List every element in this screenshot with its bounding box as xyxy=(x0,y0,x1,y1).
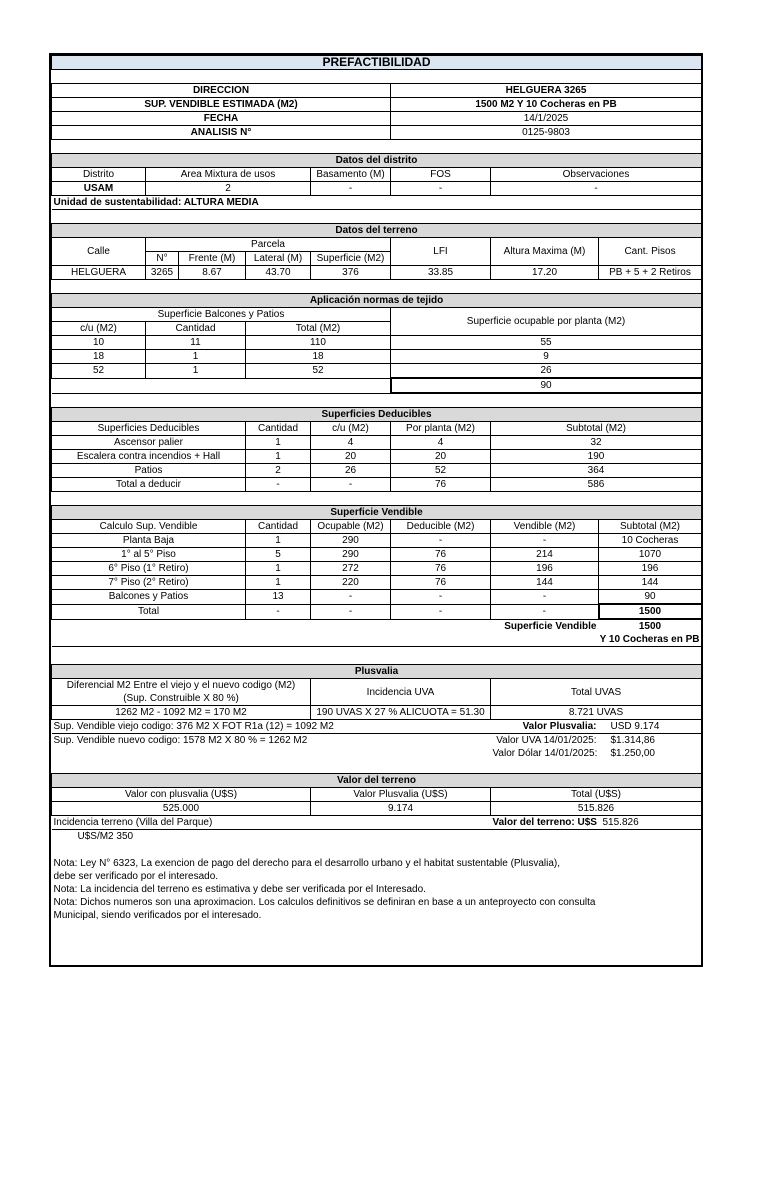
info-label: ANALISIS N° xyxy=(52,126,391,140)
vendible-row xyxy=(52,562,702,576)
cell: 4 xyxy=(311,436,391,450)
cell-frente: 8.67 xyxy=(202,267,222,278)
summary-value: 1500 xyxy=(638,621,662,632)
cell: 55 xyxy=(391,336,702,350)
report-table xyxy=(51,55,703,922)
blank xyxy=(52,619,491,633)
col-header: Altura Maxima (M) xyxy=(491,238,599,266)
subheader-frente: Frente (M) xyxy=(188,253,236,264)
distrito-row xyxy=(52,182,702,196)
col-header: Area Mixtura de usos xyxy=(146,168,311,182)
cell: - xyxy=(391,590,491,605)
cell: PB + 5 + 2 Retiros xyxy=(599,266,702,280)
cell: 1070 xyxy=(599,548,702,562)
tejido-row xyxy=(52,350,702,364)
col-subheader: Cantidad xyxy=(146,322,246,336)
total-ocupable: 90 xyxy=(391,378,702,393)
spacer xyxy=(52,140,702,154)
cell: 52 xyxy=(246,364,391,379)
incidencia-label: Incidencia terreno (Villa del Parque) xyxy=(52,816,391,830)
vendible-row xyxy=(52,604,702,619)
cell: - xyxy=(391,604,491,619)
vendible-summary xyxy=(52,619,702,633)
col-header: Valor con plusvalia (U$S) xyxy=(52,788,311,802)
cell: 18 xyxy=(52,350,146,364)
note-line: debe ser verificado por el interesado. xyxy=(53,871,219,882)
info-row xyxy=(52,84,702,98)
spacer xyxy=(52,280,702,294)
cell: 1 xyxy=(146,364,246,379)
cell: 1 xyxy=(246,534,311,548)
valor-terreno-label: Valor del terreno: U$S xyxy=(492,817,597,828)
valor-dolar-value: $1.250,00 xyxy=(610,748,655,759)
cell: Total a deducir xyxy=(52,478,246,492)
cell: HELGUERA xyxy=(52,266,146,280)
cell: - xyxy=(246,604,311,619)
blank xyxy=(52,378,391,393)
deducibles-row xyxy=(52,478,702,492)
cell: 220 xyxy=(311,576,391,590)
cell: - xyxy=(311,182,391,196)
col-header: Deducible (M2) xyxy=(391,520,491,534)
cell-numero: 3265 xyxy=(146,266,179,279)
cell: 18 xyxy=(246,350,391,364)
cell: Planta Baja xyxy=(52,534,246,548)
cell: - xyxy=(311,590,391,605)
cell: 5 xyxy=(246,548,311,562)
col-header: c/u (M2) xyxy=(311,422,391,436)
valor-header xyxy=(52,788,702,802)
cell: - xyxy=(491,590,599,605)
cell: Total xyxy=(52,604,246,619)
page-title: PREFACTIBILIDAD xyxy=(52,56,702,70)
spacer xyxy=(52,760,702,774)
cell: 32 xyxy=(491,436,702,450)
col-header: Cantidad xyxy=(246,520,311,534)
nuevo-codigo: Sup. Vendible nuevo codigo: 1578 M2 X 80 % = 1262 M2 xyxy=(53,735,308,746)
summary-cocheras: Y 10 Cocheras en PB xyxy=(599,634,700,645)
plusvalia-detail xyxy=(52,734,702,748)
info-row xyxy=(52,112,702,126)
vendible-row xyxy=(52,534,702,548)
col-subheader: Lateral (M) xyxy=(246,252,311,266)
col-header: Superficie ocupable por planta (M2) xyxy=(391,308,702,336)
section-distrito: Datos del distrito xyxy=(52,154,702,168)
col-header: Observaciones xyxy=(491,168,702,182)
info-value: 1500 M2 Y 10 Cocheras en PB xyxy=(391,98,702,112)
cell: 76 xyxy=(391,548,491,562)
prefactibilidad-sheet xyxy=(49,53,703,967)
cell: 10 xyxy=(52,336,146,350)
subheader-numero: N° xyxy=(146,252,179,265)
cell: 76 xyxy=(391,478,491,492)
cell: 11 xyxy=(146,336,246,350)
cell: 515.826 xyxy=(491,802,702,816)
cell: - xyxy=(391,534,491,548)
cell: 1 xyxy=(246,562,311,576)
cell: 52 xyxy=(52,364,146,379)
deducibles-row xyxy=(52,464,702,478)
col-subheader: Total (M2) xyxy=(246,322,391,336)
col-subheader: c/u (M2) xyxy=(52,322,146,336)
col-header: Incidencia UVA xyxy=(311,679,491,706)
cell: 8.721 UVAS xyxy=(491,706,702,720)
cell: Patios xyxy=(52,464,246,478)
deducibles-row xyxy=(52,436,702,450)
cell: 20 xyxy=(391,450,491,464)
cell: 110 xyxy=(246,336,391,350)
info-label: SUP. VENDIBLE ESTIMADA (M2) xyxy=(52,98,391,112)
valor-dolar-label: Valor Dólar 14/01/2025: xyxy=(492,748,598,759)
col-header: Basamento (M) xyxy=(311,168,391,182)
blank xyxy=(52,633,491,647)
cell: 4 xyxy=(391,436,491,450)
cell: 7° Piso (2° Retiro) xyxy=(52,576,246,590)
info-label: FECHA xyxy=(52,112,391,126)
usm2-value: U$S/M2 350 xyxy=(77,831,134,842)
cell: 1 xyxy=(246,576,311,590)
incidencia-row xyxy=(52,816,702,830)
col-header: Calculo Sup. Vendible xyxy=(52,520,246,534)
valor-uva-value: $1.314,86 xyxy=(610,735,655,746)
col-header: Cantidad xyxy=(246,422,311,436)
section-terreno: Datos del terreno xyxy=(52,224,702,238)
valor-terreno-value: 515.826 xyxy=(599,816,702,830)
cell: 9 xyxy=(391,350,702,364)
cell: 76 xyxy=(391,576,491,590)
spacer xyxy=(52,70,702,84)
col-header: Subtotal (M2) xyxy=(599,520,702,534)
cell: 144 xyxy=(599,576,702,590)
terreno-header xyxy=(52,238,702,252)
info-value: 0125-9803 xyxy=(391,126,702,140)
cell: 272 xyxy=(311,562,391,576)
col-header: Superficie Balcones y Patios xyxy=(52,308,391,322)
col-header: FOS xyxy=(391,168,491,182)
cell: - xyxy=(311,478,391,492)
cell: 2 xyxy=(146,182,311,196)
cell: 6° Piso (1° Retiro) xyxy=(52,562,246,576)
cell: 190 UVAS X 27 % ALICUOTA = 51.30 xyxy=(311,706,491,720)
cell: 290 xyxy=(311,548,391,562)
tejido-header xyxy=(52,308,702,322)
col-header: Por planta (M2) xyxy=(391,422,491,436)
col-header: Ocupable (M2) xyxy=(311,520,391,534)
cell: 1 xyxy=(146,350,246,364)
info-row xyxy=(52,98,702,112)
cell: 525.000 xyxy=(52,802,311,816)
cell: Balcones y Patios xyxy=(52,590,246,605)
note-line: Municipal, siendo verificados por el interesado. xyxy=(53,910,262,921)
cell: 1 xyxy=(246,450,311,464)
cell: 364 xyxy=(491,464,702,478)
cell: USAM xyxy=(52,182,146,196)
spacer xyxy=(52,647,702,665)
cell: - xyxy=(491,534,599,548)
col-header: Superficies Deducibles xyxy=(52,422,246,436)
info-label: DIRECCION xyxy=(52,84,391,98)
cell: 290 xyxy=(311,534,391,548)
col-header: Valor Plusvalia (U$S) xyxy=(311,788,491,802)
cell: 2 xyxy=(246,464,311,478)
distrito-header xyxy=(52,168,702,182)
deducibles-row xyxy=(52,450,702,464)
cell: - xyxy=(491,182,702,196)
cell: 1 xyxy=(246,436,311,450)
summary-label: Superficie Vendible xyxy=(504,620,597,632)
cell: 76 xyxy=(391,562,491,576)
cell: 190 xyxy=(491,450,702,464)
cell: 196 xyxy=(491,562,599,576)
section-deducibles: Superficies Deducibles xyxy=(52,408,702,422)
info-value: 14/1/2025 xyxy=(391,112,702,126)
valor-uva-label: Valor UVA 14/01/2025: xyxy=(496,735,597,746)
vendible-row xyxy=(52,548,702,562)
note-line: Nota: Ley N° 6323, La exencion de pago del derecho para el desarrollo urbano y el habitat sustentable (Plusvalia), xyxy=(53,858,561,869)
cell xyxy=(146,266,246,280)
deducibles-header xyxy=(52,422,702,436)
cell: 20 xyxy=(311,450,391,464)
note-line: Nota: La incidencia del terreno es estimativa y debe ser verificada por el Interesado. xyxy=(53,884,426,895)
section-plusvalia: Plusvalia xyxy=(52,665,702,679)
cell: 17.20 xyxy=(491,266,599,280)
cell: 1262 M2 - 1092 M2 = 170 M2 xyxy=(52,706,311,720)
note-line: Nota: Dichos numeros son una aproximacion. Los calculos definitivos se definiran en base a un anteproyecto con consulta xyxy=(53,897,596,908)
vendible-row xyxy=(52,576,702,590)
valor-row xyxy=(52,802,702,816)
section-vendible: Superficie Vendible xyxy=(52,506,702,520)
spacer xyxy=(52,843,702,857)
blank xyxy=(52,747,491,760)
header-line: (Sup. Construible X 80 %) xyxy=(123,693,239,704)
cell: 214 xyxy=(491,548,599,562)
cell: 33.85 xyxy=(391,266,491,280)
usm2-row xyxy=(52,830,702,844)
col-header: Total UVAS xyxy=(491,679,702,706)
cell: 1° al 5° Piso xyxy=(52,548,246,562)
cell: 196 xyxy=(599,562,702,576)
col-header: Total (U$S) xyxy=(491,788,702,802)
col-header: Subtotal (M2) xyxy=(491,422,702,436)
valor-plusvalia-value: USD 9.174 xyxy=(599,720,702,734)
plusvalia-detail xyxy=(52,747,702,760)
col-subheader: Superficie (M2) xyxy=(311,252,391,266)
cell: 144 xyxy=(491,576,599,590)
tejido-row xyxy=(52,336,702,350)
cell: - xyxy=(311,604,391,619)
vendible-row xyxy=(52,590,702,605)
cell: 13 xyxy=(246,590,311,605)
blank xyxy=(391,816,491,830)
plusvalia-detail xyxy=(52,720,702,734)
cell: - xyxy=(246,478,311,492)
cell: 586 xyxy=(491,478,702,492)
cell: 52 xyxy=(391,464,491,478)
info-row xyxy=(52,126,702,140)
cell: 1500 xyxy=(599,604,702,619)
cell: 26 xyxy=(311,464,391,478)
cell: 376 xyxy=(311,266,391,280)
section-valor-terreno: Valor del terreno xyxy=(52,774,702,788)
spacer xyxy=(52,492,702,506)
blank xyxy=(391,720,491,734)
blank xyxy=(391,734,491,748)
vendible-header xyxy=(52,520,702,534)
plusvalia-row xyxy=(52,706,702,720)
sustentabilidad-note: Unidad de sustentabilidad: ALTURA MEDIA xyxy=(52,196,702,210)
cell: Ascensor palier xyxy=(52,436,246,450)
valor-plusvalia-label: Valor Plusvalia: xyxy=(491,720,599,734)
vendible-summary-cocheras xyxy=(52,633,702,647)
plusvalia-header xyxy=(52,679,702,706)
tejido-row xyxy=(52,364,702,379)
cell: - xyxy=(391,182,491,196)
col-subheader xyxy=(146,252,246,266)
cell: - xyxy=(491,604,599,619)
spacer xyxy=(52,393,702,408)
col-header xyxy=(52,679,311,706)
section-tejido: Aplicación normas de tejido xyxy=(52,294,702,308)
col-header: LFI xyxy=(391,238,491,266)
tejido-total-row xyxy=(52,378,702,393)
info-value: HELGUERA 3265 xyxy=(391,84,702,98)
terreno-row xyxy=(52,266,702,280)
col-header: Vendible (M2) xyxy=(491,520,599,534)
col-header: Distrito xyxy=(52,168,146,182)
col-header: Cant. Pisos xyxy=(599,238,702,266)
header-line: Diferencial M2 Entre el viejo y el nuevo codigo (M2) xyxy=(66,680,296,691)
col-header: Calle xyxy=(52,238,146,266)
col-header: Parcela xyxy=(146,238,391,252)
cell: 43.70 xyxy=(246,266,311,280)
cell: 26 xyxy=(391,364,702,379)
cell: 10 Cocheras xyxy=(599,534,702,548)
viejo-codigo: Sup. Vendible viejo codigo: 376 M2 X FOT R1a (12) = 1092 M2 xyxy=(52,720,391,734)
cell: 90 xyxy=(599,590,702,605)
cell: Escalera contra incendios + Hall xyxy=(52,450,246,464)
spacer xyxy=(52,210,702,224)
cell: 9.174 xyxy=(311,802,491,816)
